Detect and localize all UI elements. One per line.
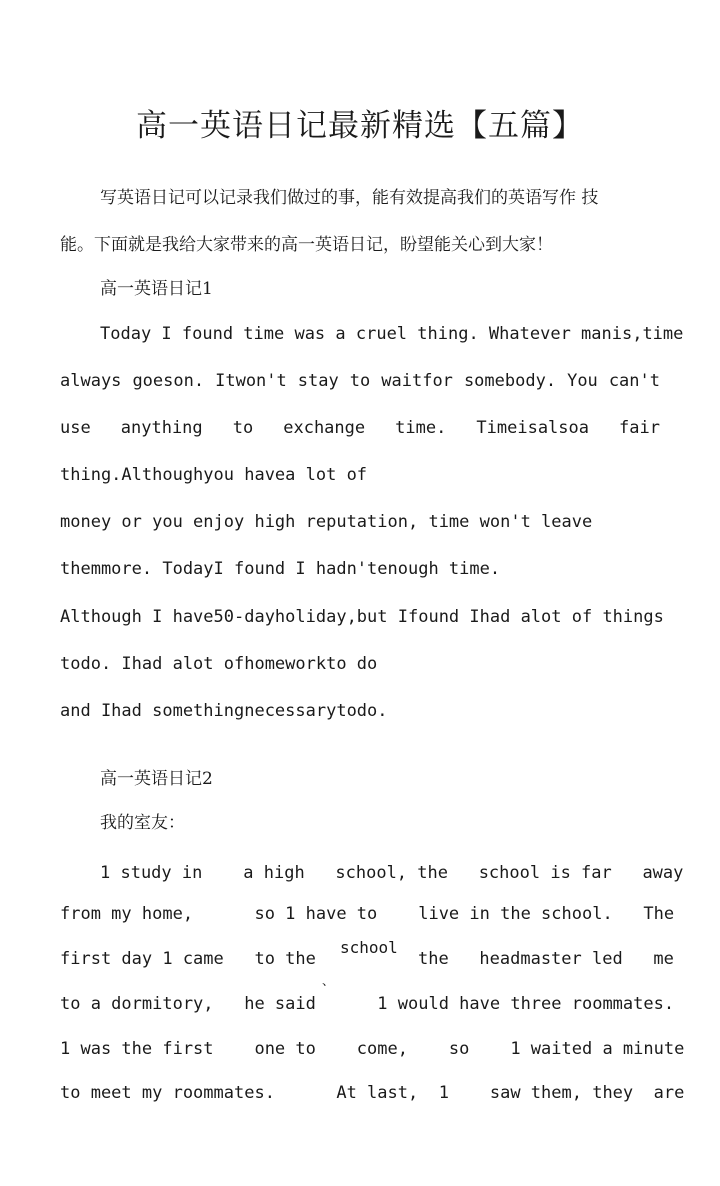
- diary1-line: Although I have50-dayholiday,but Ifound Ihad alot of things: [60, 607, 664, 627]
- diary1-line: and Ihad somethingnecessarytodo.: [60, 701, 388, 721]
- diary2-subtitle: 我的室友：: [100, 813, 185, 833]
- diary1-line: todo. Ihad alot ofhomeworkto do: [60, 654, 378, 674]
- diary1-line: thing.Althoughyou havea lot of: [60, 465, 368, 485]
- diary2-comma-mark: 、: [322, 974, 335, 988]
- diary2-line: 1 study in a high school, the school is far away: [100, 863, 684, 883]
- intro-line-1: 写英语日记可以记录我们做过的事，能有效提高我们的英语写作 技: [100, 188, 599, 208]
- diary2-line: from my home, so 1 have to live in the school. The: [60, 904, 675, 924]
- diary2-line: 1 was the first one to come, so 1 waited a minute: [60, 1039, 685, 1059]
- diary1-line: money or you enjoy high reputation, time won't leave: [60, 512, 593, 532]
- diary2-line: to a dormitory, he said 1 would have three roommates.: [60, 994, 675, 1014]
- diary1-line: use anything to exchange time. Timeisalsoa fair: [60, 418, 660, 438]
- diary2-school-word: school: [340, 938, 398, 957]
- diary1-line: always goeson. Itwon't stay to waitfor somebody. You can't: [60, 371, 660, 391]
- diary2-line: first day 1 came to the: [60, 949, 316, 969]
- diary2-heading: 高一英语日记2: [100, 769, 213, 789]
- diary1-heading: 高一英语日记1: [100, 279, 213, 299]
- diary1-line: Today I found time was a cruel thing. Whatever manis,time: [100, 324, 684, 344]
- intro-line-2: 能。下面就是我给大家带来的高一英语日记，盼望能关心到大家！: [60, 235, 553, 255]
- page-title: 高一英语日记最新精选【五篇】: [136, 108, 584, 144]
- diary2-line: to meet my roommates. At last, 1 saw them, they are: [60, 1083, 685, 1103]
- diary2-line: the headmaster led me: [418, 949, 674, 969]
- diary1-line: themmore. TodayI found I hadn'tenough time.: [60, 559, 501, 579]
